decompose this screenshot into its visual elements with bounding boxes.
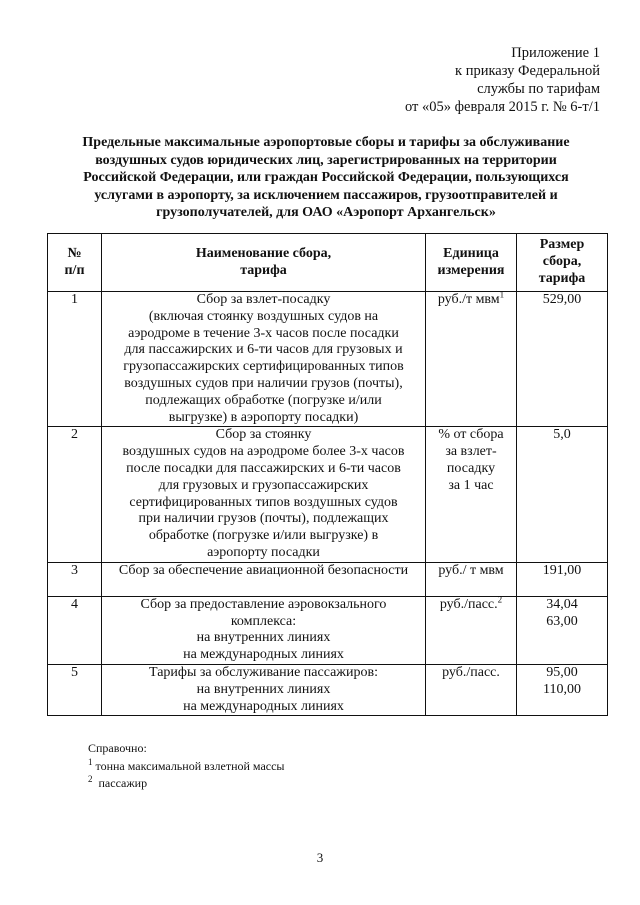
header-num: № п/п [48, 234, 102, 292]
document-title [62, 134, 590, 222]
page-number: 3 [316, 850, 324, 865]
footnote: $^1$ тонна максимальной взлетной массы [88, 756, 285, 773]
table-row [48, 562, 608, 596]
footnote-ref: 2 [497, 594, 503, 605]
fee-value: 191,00 [517, 562, 608, 596]
fee-unit: руб./пасс. [426, 664, 517, 715]
fee-name: Сбор за обеспечение авиационной безопасности [102, 562, 426, 596]
title-line: Предельные максимальные аэропортовые сборы и тарифы за обслуживание [82, 135, 570, 150]
fee-value: 95,00 110,00 [517, 664, 608, 715]
title-line: воздушных судов юридических лиц, зарегистрированных на территории [95, 152, 557, 168]
table-row [48, 596, 608, 664]
fee-unit: руб./т мвм$^1$ [426, 292, 517, 427]
header-name: Наименование сбора, тарифа [102, 234, 426, 292]
row-number: 1 [48, 292, 102, 427]
fee-unit: % от сбора за взлет- посадку за 1 час [426, 427, 517, 562]
fee-value: 5,0 [517, 427, 608, 562]
appendix-line: Приложение 1 [511, 45, 600, 61]
title-line: грузополучателей, для ОАО «Аэропорт Архангельск» [156, 205, 496, 220]
fee-name: Сбор за взлет-посадку (включая стоянку воздушных судов на аэродроме в течение 3-х часов после посадки для пассажирских и 6-ти часов для грузовых и грузопассажирских сертифицированных типов воздушных судов при наличии грузов (почты), подлежащих обработке (погрузке и/или выгрузке) в аэропорту посадки) [102, 292, 426, 427]
appendix-line: к приказу Федеральной [455, 63, 600, 79]
fee-name: Тарифы за обслуживание пассажиров: на внутренних линиях на международных линиях [102, 664, 426, 715]
row-number: 4 [48, 596, 102, 664]
fee-value: 34,04 63,00 [517, 596, 608, 664]
row-number: 3 [48, 562, 102, 596]
title-line: услугами в аэропорту, за исключением пассажиров, грузоотправителей и [94, 187, 558, 203]
header-value: Размер сбора, тарифа [517, 234, 608, 292]
row-number: 5 [48, 664, 102, 715]
table-header-row [48, 234, 608, 292]
footnote-ref: 1 [499, 289, 505, 300]
header-unit: Единица измерения [426, 234, 517, 292]
fee-unit: руб./пасс.$^2$ [426, 596, 517, 664]
appendix-line: от «05» февраля 2015 г. № 6-т/1 [404, 99, 600, 115]
tariffs-table [47, 233, 608, 716]
table-row [48, 292, 608, 427]
row-number: 2 [48, 427, 102, 562]
fee-unit: руб./ т мвм [426, 562, 517, 596]
appendix-line: службы по тарифам [477, 81, 600, 97]
fee-value: 529,00 [517, 292, 608, 427]
title-line: Российской Федерации, или граждан Российской Федерации, пользующихся [83, 170, 569, 185]
footnote: $^2$ пассажир [88, 774, 148, 790]
footnotes-heading: Справочно: [88, 741, 147, 755]
table-row [48, 427, 608, 562]
fee-name: Сбор за стоянку воздушных судов на аэродроме более 3-х часов после посадки для пассажирских и 6-ти часов для грузовых и грузопассажирских сертифицированных типов воздушных судов при наличии грузов (почты), подлежащих обработке (погрузке и/или выгрузке) в аэропорту посадки [102, 427, 426, 562]
table-row [48, 664, 608, 715]
footnotes [88, 740, 284, 793]
fee-name: Сбор за предоставление аэровокзального комплекса: на внутренних линиях на международных линиях [102, 596, 426, 664]
appendix-header [330, 44, 600, 116]
